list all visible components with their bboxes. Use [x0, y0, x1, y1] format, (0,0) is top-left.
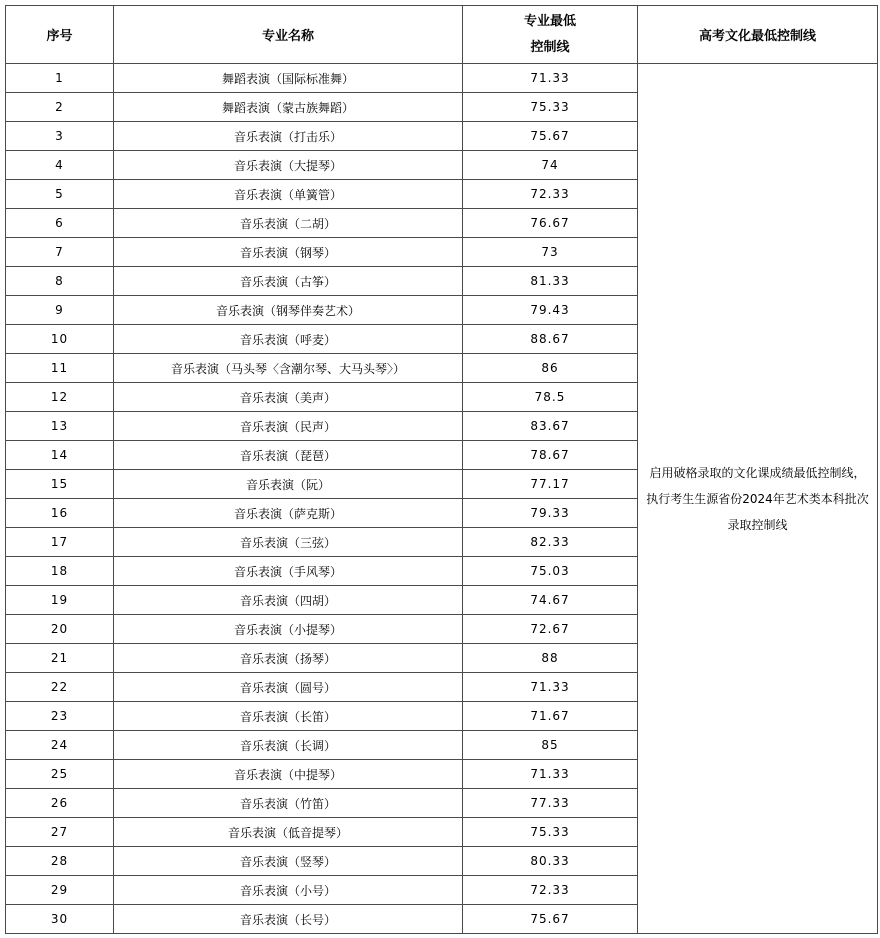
- row-major-name: 音乐表演（钢琴）: [114, 238, 463, 267]
- row-index: 23: [6, 702, 114, 731]
- row-min-score: 74: [463, 151, 638, 180]
- row-major-name: 音乐表演（手风琴）: [114, 557, 463, 586]
- row-index: 20: [6, 615, 114, 644]
- row-index: 15: [6, 470, 114, 499]
- row-index: 22: [6, 673, 114, 702]
- header-min-score-line2: 控制线: [530, 39, 570, 55]
- row-index: 9: [6, 296, 114, 325]
- row-min-score: 83.67: [463, 412, 638, 441]
- row-major-name: 音乐表演（打击乐）: [114, 122, 463, 151]
- row-major-name: 音乐表演（三弦）: [114, 528, 463, 557]
- row-min-score: 80.33: [463, 847, 638, 876]
- row-index: 16: [6, 499, 114, 528]
- row-index: 29: [6, 876, 114, 905]
- row-index: 28: [6, 847, 114, 876]
- row-major-name: 音乐表演（扬琴）: [114, 644, 463, 673]
- row-min-score: 81.33: [463, 267, 638, 296]
- row-major-name: 音乐表演（圆号）: [114, 673, 463, 702]
- row-index: 5: [6, 180, 114, 209]
- row-min-score: 88.67: [463, 325, 638, 354]
- row-min-score: 77.17: [463, 470, 638, 499]
- row-index: 21: [6, 644, 114, 673]
- row-index: 25: [6, 760, 114, 789]
- row-major-name: 音乐表演（阮）: [114, 470, 463, 499]
- row-major-name: 音乐表演（长号）: [114, 905, 463, 934]
- row-min-score: 75.33: [463, 93, 638, 122]
- row-index: 6: [6, 209, 114, 238]
- row-major-name: 音乐表演（萨克斯）: [114, 499, 463, 528]
- row-min-score: 71.33: [463, 760, 638, 789]
- row-index: 1: [6, 64, 114, 93]
- row-min-score: 88: [463, 644, 638, 673]
- row-major-name: 音乐表演（竹笛）: [114, 789, 463, 818]
- row-major-name: 音乐表演（大提琴）: [114, 151, 463, 180]
- row-major-name: 舞蹈表演（蒙古族舞蹈）: [114, 93, 463, 122]
- row-major-name: 音乐表演（二胡）: [114, 209, 463, 238]
- row-major-name: 音乐表演（长笛）: [114, 702, 463, 731]
- row-index: 27: [6, 818, 114, 847]
- gaokao-min-note: 启用破格录取的文化课成绩最低控制线，执行考生生源省份2024年艺术类本科批次录取控制线: [638, 64, 878, 934]
- row-major-name: 音乐表演（琵琶）: [114, 441, 463, 470]
- row-major-name: 音乐表演（竖琴）: [114, 847, 463, 876]
- row-min-score: 73: [463, 238, 638, 267]
- row-min-score: 78.67: [463, 441, 638, 470]
- row-min-score: 78.5: [463, 383, 638, 412]
- row-min-score: 71.67: [463, 702, 638, 731]
- row-index: 2: [6, 93, 114, 122]
- header-min-score-line1: 专业最低: [523, 13, 576, 29]
- row-index: 14: [6, 441, 114, 470]
- table-body: [6, 64, 878, 934]
- row-min-score: 75.67: [463, 122, 638, 151]
- header-index: 序号: [6, 6, 114, 64]
- header-major: 专业名称: [114, 6, 463, 64]
- row-index: 8: [6, 267, 114, 296]
- row-min-score: 72.33: [463, 876, 638, 905]
- row-major-name: 音乐表演（民声）: [114, 412, 463, 441]
- row-min-score: 79.33: [463, 499, 638, 528]
- row-min-score: 75.33: [463, 818, 638, 847]
- row-major-name: 音乐表演（呼麦）: [114, 325, 463, 354]
- row-min-score: 86: [463, 354, 638, 383]
- row-min-score: 74.67: [463, 586, 638, 615]
- row-major-name: 音乐表演（小号）: [114, 876, 463, 905]
- row-index: 12: [6, 383, 114, 412]
- row-min-score: 75.67: [463, 905, 638, 934]
- row-major-name: 音乐表演（古筝）: [114, 267, 463, 296]
- row-major-name: 音乐表演（马头琴〈含潮尔琴、大马头琴〉）: [114, 354, 463, 383]
- row-min-score: 76.67: [463, 209, 638, 238]
- row-major-name: 音乐表演（美声）: [114, 383, 463, 412]
- row-index: 13: [6, 412, 114, 441]
- row-index: 4: [6, 151, 114, 180]
- row-major-name: 音乐表演（小提琴）: [114, 615, 463, 644]
- row-major-name: 音乐表演（钢琴伴奏艺术）: [114, 296, 463, 325]
- row-major-name: 音乐表演（长调）: [114, 731, 463, 760]
- table-header-row: [6, 6, 878, 64]
- row-index: 24: [6, 731, 114, 760]
- table-row: [6, 64, 878, 93]
- row-min-score: 82.33: [463, 528, 638, 557]
- row-index: 30: [6, 905, 114, 934]
- row-index: 3: [6, 122, 114, 151]
- row-min-score: 72.67: [463, 615, 638, 644]
- row-min-score: 77.33: [463, 789, 638, 818]
- row-min-score: 72.33: [463, 180, 638, 209]
- row-major-name: 音乐表演（单簧管）: [114, 180, 463, 209]
- row-index: 10: [6, 325, 114, 354]
- header-gaokao-min: 高考文化最低控制线: [638, 6, 878, 64]
- row-index: 18: [6, 557, 114, 586]
- row-min-score: 71.33: [463, 64, 638, 93]
- row-major-name: 舞蹈表演（国际标准舞）: [114, 64, 463, 93]
- row-index: 19: [6, 586, 114, 615]
- row-index: 17: [6, 528, 114, 557]
- admission-score-table: [5, 5, 878, 934]
- row-min-score: 71.33: [463, 673, 638, 702]
- row-major-name: 音乐表演（四胡）: [114, 586, 463, 615]
- row-min-score: 79.43: [463, 296, 638, 325]
- row-index: 7: [6, 238, 114, 267]
- header-min-score: [463, 6, 638, 64]
- row-min-score: 75.03: [463, 557, 638, 586]
- row-index: 11: [6, 354, 114, 383]
- row-index: 26: [6, 789, 114, 818]
- row-major-name: 音乐表演（低音提琴）: [114, 818, 463, 847]
- row-major-name: 音乐表演（中提琴）: [114, 760, 463, 789]
- row-min-score: 85: [463, 731, 638, 760]
